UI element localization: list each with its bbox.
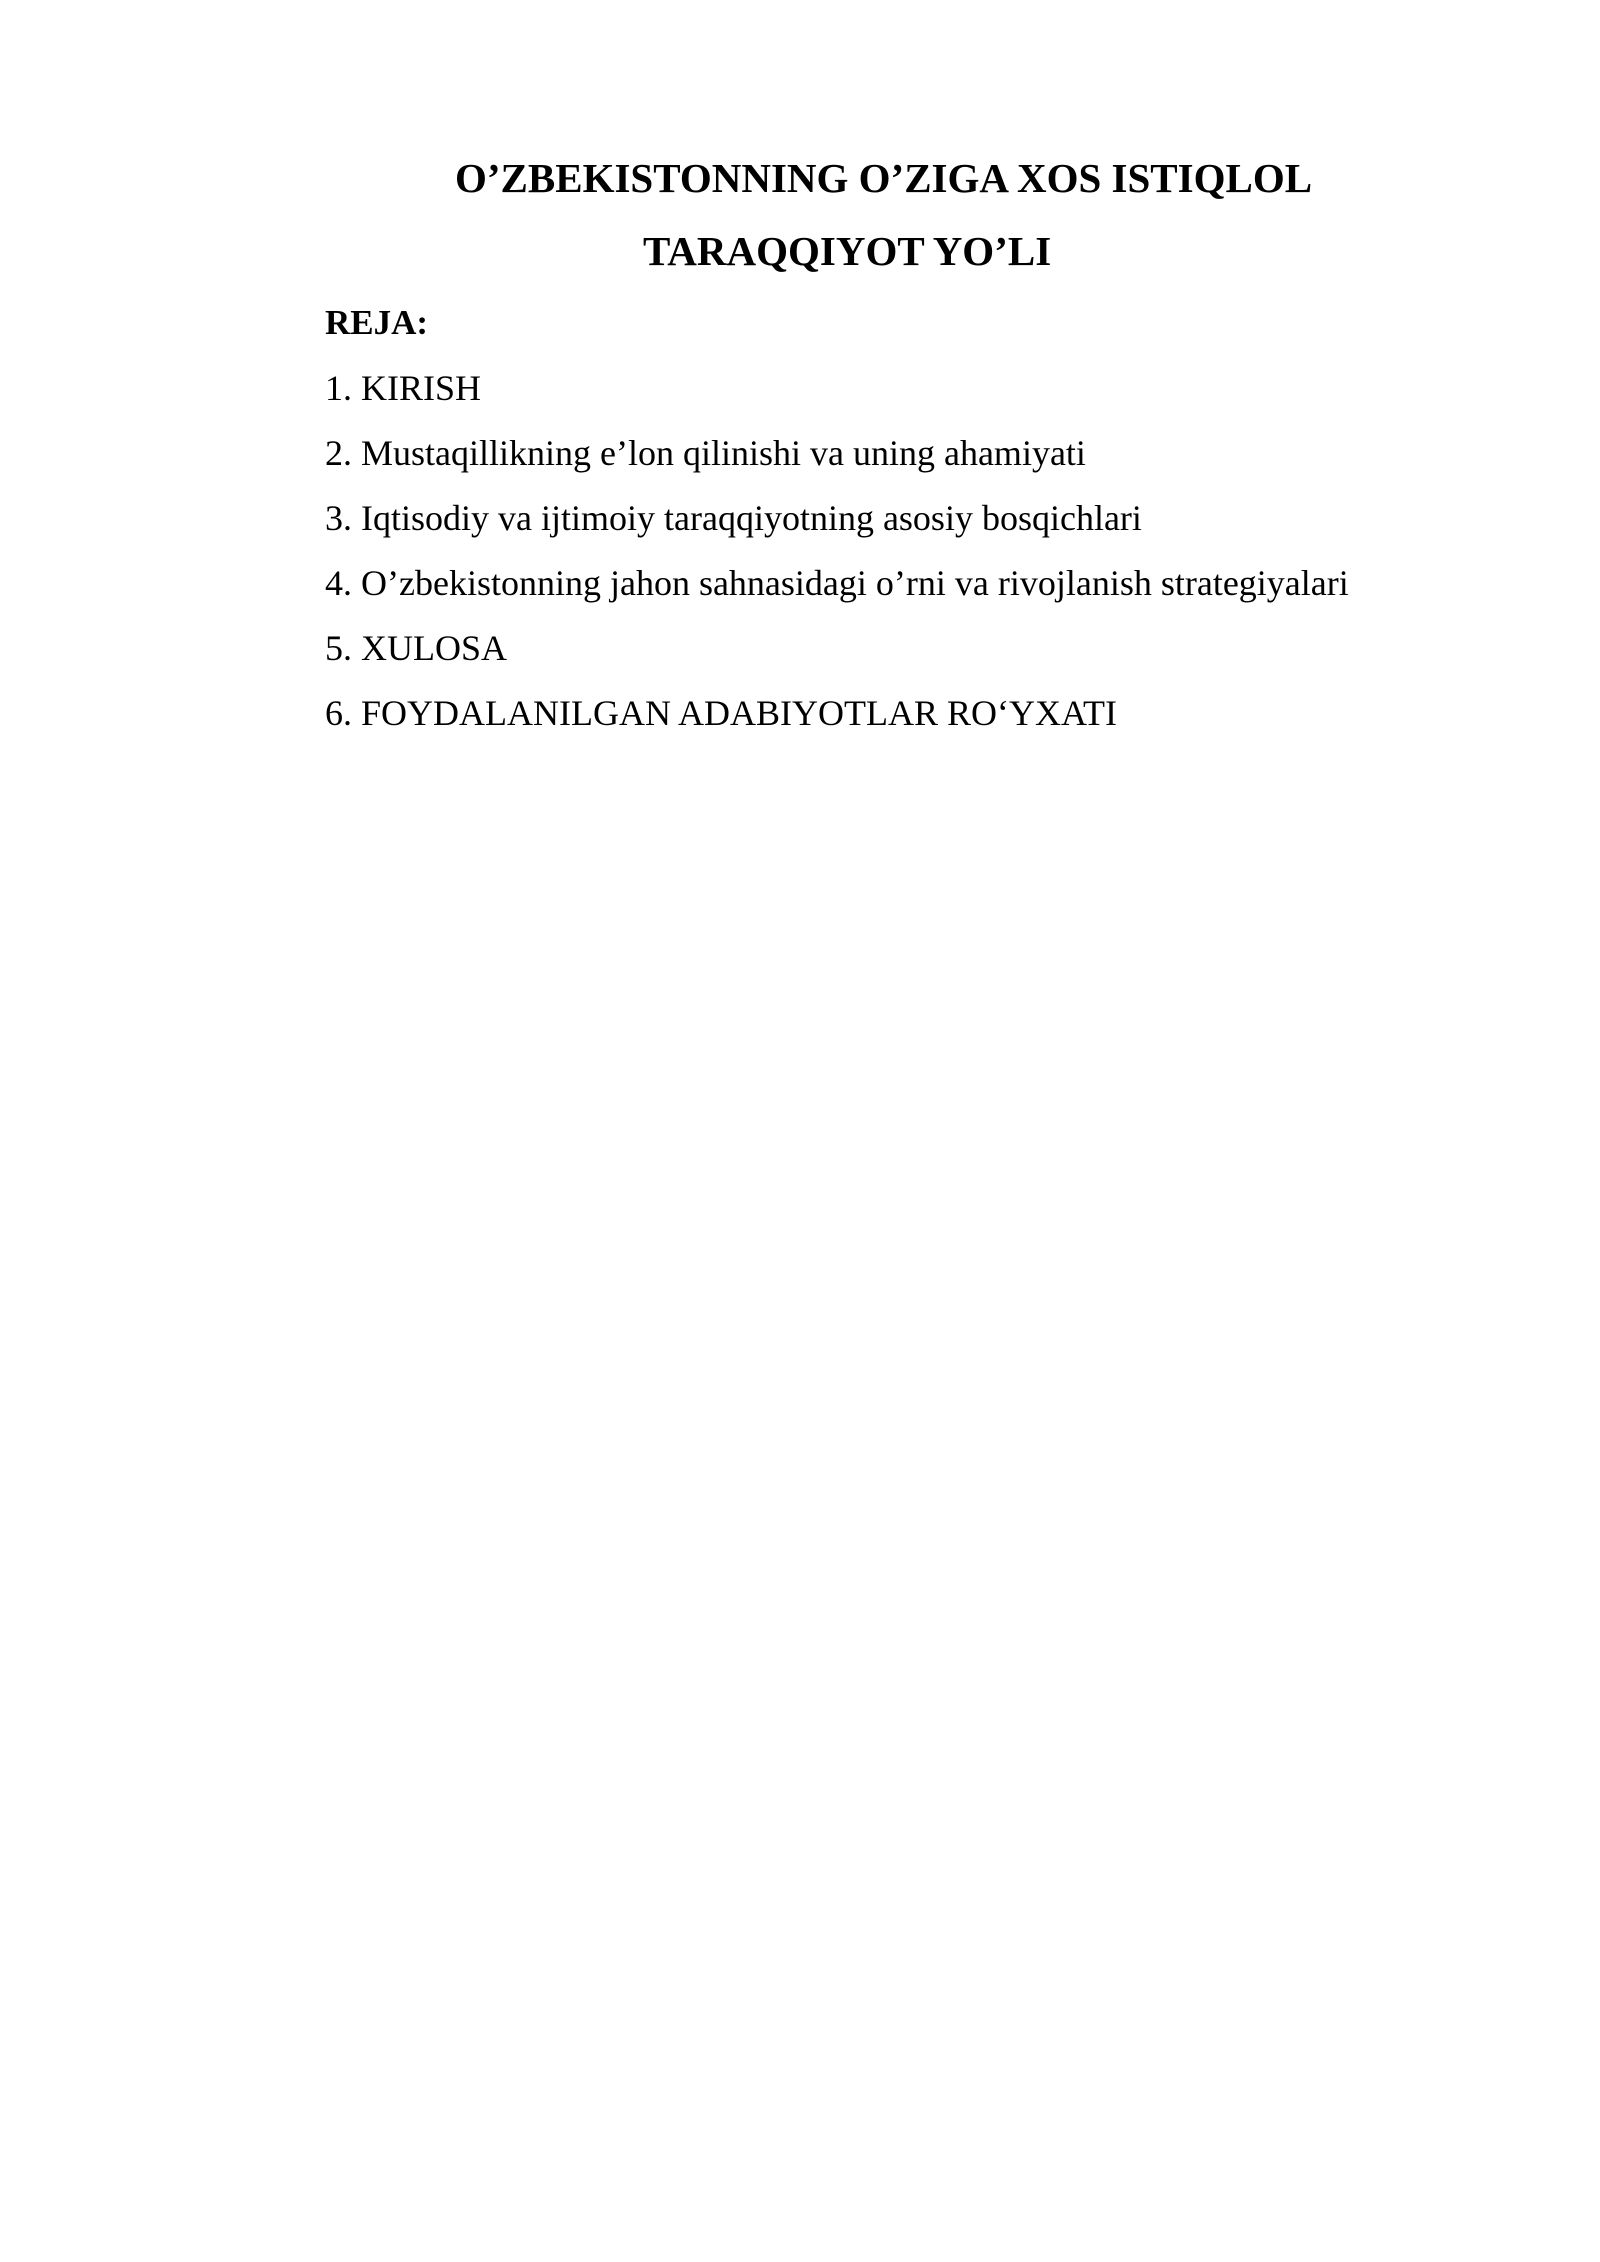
document-title-line-1: O’ZBEKISTONNING O’ZIGA XOS ISTIQLOL [455,155,1313,201]
plan-item-independence: 2. Mustaqillikning e’lon qilinishi va uning ahamiyati [325,433,1086,473]
plan-item-development-stages: 3. Iqtisodiy va ijtimoiy taraqqiyotning asosiy bosqichlari [325,498,1142,538]
plan-item-introduction: 1. KIRISH [325,368,482,408]
plan-list [325,370,1349,760]
plan-heading: REJA: [325,303,429,342]
plan-item-conclusion: 5. XULOSA [325,628,508,668]
document-title-line-2: TARAQQIYOT YO’LI [643,228,1052,274]
plan-item-references: 6. FOYDALANILGAN ADABIYOTLAR RO‘YXATI [325,693,1117,733]
plan-item-world-role: 4. O’zbekistonning jahon sahnasidagi o’rni va rivojlanish strategiyalari [325,563,1349,603]
